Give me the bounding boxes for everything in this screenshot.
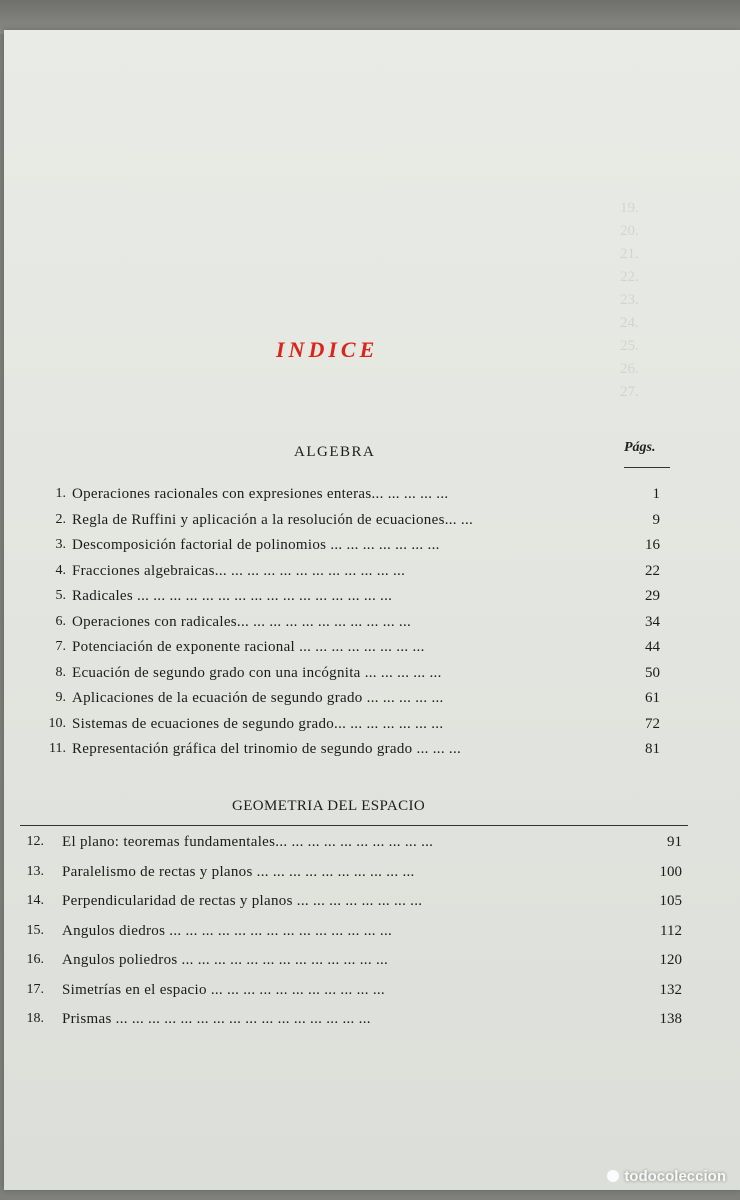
pages-column-label: Págs.: [624, 440, 656, 455]
toc-entry-number: 12.: [26, 834, 44, 849]
toc-entry-title: Operaciones racionales con expresiones enteras... ... ... ... ...: [72, 486, 449, 502]
toc-entry-page: 50: [645, 664, 660, 681]
toc-entry: [4, 611, 740, 633]
toc-entry-page: 34: [645, 613, 660, 630]
toc-entry-title: Operaciones con radicales... ... ... ... ... ... ... ... ... ... ...: [72, 613, 412, 630]
toc-entry-number: 13.: [26, 863, 44, 879]
toc-entry-number: 5.: [55, 588, 66, 603]
toc-entry-page: 16: [645, 537, 660, 553]
toc-entry-page: 120: [659, 952, 682, 968]
toc-entry-title: Perpendicularidad de rectas y planos ... ... ... ... ... ... ... ...: [62, 893, 423, 909]
toc-entry-number: 7.: [55, 639, 66, 654]
toc-entry-page: 112: [660, 922, 682, 939]
toc-entry-title: Aplicaciones de la ecuación de segundo grado ... ... ... ... ...: [72, 690, 444, 706]
toc-entry: [4, 831, 740, 853]
toc-entry: [4, 861, 740, 883]
toc-entry-title: Sistemas de ecuaciones de segundo grado... ... ... ... ... ... ...: [72, 715, 444, 732]
toc-entry-number: 14.: [26, 893, 44, 908]
toc-entry-page: 22: [645, 562, 660, 579]
toc-entry-page: 44: [645, 639, 660, 655]
toc-entry: [4, 920, 740, 942]
show-through-text: 19. 20. 21. 22. 23. 24. 25. 26. 27.: [620, 200, 639, 400]
toc-entry: [4, 738, 740, 760]
toc-entry-title: Ecuación de segundo grado con una incógnita ... ... ... ... ...: [72, 664, 442, 681]
toc-entry-title: Simetrías en el espacio ... ... ... ... ... ... ... ... ... ... ...: [62, 981, 385, 998]
toc-entry: [4, 949, 740, 971]
toc-entry-number: 4.: [55, 562, 66, 578]
section-heading-algebra: ALGEBRA: [294, 444, 376, 460]
toc-entry: [4, 662, 740, 684]
watermark-logo: todocoleccion: [607, 1168, 726, 1185]
toc-entry-number: 8.: [55, 664, 66, 680]
book-page: [4, 30, 740, 1190]
toc-entry-title: Potenciación de exponente racional ... ... ... ... ... ... ... ...: [72, 639, 425, 655]
toc-entry: [4, 1008, 740, 1030]
toc-entry-number: 18.: [26, 1011, 44, 1026]
toc-entry: [4, 687, 740, 709]
toc-entry-page: 29: [645, 588, 660, 604]
toc-entry: [4, 560, 740, 582]
pages-column-rule: [624, 467, 670, 468]
toc-entry-number: 3.: [55, 537, 66, 552]
toc-entry-page: 1: [652, 486, 660, 502]
toc-entry-title: Representación gráfica del trinomio de segundo grado ... ... ...: [72, 741, 462, 757]
toc-entry-title: Prismas ... ... ... ... ... ... ... ... ... ... ... ... ... ... ... ...: [62, 1011, 371, 1027]
toc-entry-number: 10.: [48, 715, 66, 731]
section-heading-geometry: GEOMETRIA DEL ESPACIO: [232, 798, 426, 814]
toc-entry-number: 2.: [55, 511, 66, 527]
toc-entry: [4, 713, 740, 735]
toc-entry-title: Angulos poliedros ... ... ... ... ... ... ... ... ... ... ... ... ...: [62, 952, 389, 968]
toc-entry-page: 72: [645, 715, 660, 732]
toc-entry-number: 15.: [26, 922, 44, 938]
toc-entry-page: 61: [645, 690, 660, 706]
toc-entry: [4, 890, 740, 912]
toc-entry-page: 105: [659, 893, 682, 909]
toc-entry-page: 81: [645, 741, 660, 757]
toc-entry-page: 100: [659, 863, 682, 880]
toc-entry-number: 1.: [55, 486, 66, 501]
toc-entry-page: 91: [667, 834, 682, 850]
watermark-dot-icon: [607, 1170, 619, 1182]
toc-entry-title: Fracciones algebraicas... ... ... ... ... ... ... ... ... ... ... ...: [72, 562, 406, 579]
toc-entry-number: 17.: [26, 981, 44, 997]
page-top-edge: [0, 0, 740, 34]
toc-entry-page: 138: [659, 1011, 682, 1027]
toc-entry-number: 6.: [55, 613, 66, 629]
toc-entry-page: 9: [652, 511, 660, 528]
toc-entry-number: 16.: [26, 952, 44, 967]
toc-entry-title: Descomposición factorial de polinomios ... ... ... ... ... ... ...: [72, 537, 440, 553]
toc-entry-number: 11.: [49, 741, 66, 756]
toc-entry: [4, 534, 740, 556]
toc-entry: [4, 979, 740, 1001]
index-title: INDICE: [276, 337, 379, 362]
toc-entry-title: El plano: teoremas fundamentales... ... ... ... ... ... ... ... ... ...: [62, 834, 434, 850]
toc-entry-title: Radicales ... ... ... ... ... ... ... ... ... ... ... ... ... ... ... ...: [72, 588, 393, 604]
toc-entry-title: Paralelismo de rectas y planos ... ... ... ... ... ... ... ... ... ...: [62, 863, 415, 880]
toc-entry-title: Angulos diedros ... ... ... ... ... ... ... ... ... ... ... ... ... ...: [62, 922, 393, 939]
toc-entry: [4, 509, 740, 531]
toc-entry-title: Regla de Ruffini y aplicación a la resolución de ecuaciones... ...: [72, 511, 474, 528]
toc-entry-number: 9.: [55, 690, 66, 705]
toc-entry: [4, 636, 740, 658]
toc-entry: [4, 585, 740, 607]
toc-entry: [4, 483, 740, 505]
geometry-section-rule: [20, 825, 688, 826]
toc-entry-page: 132: [659, 981, 682, 998]
